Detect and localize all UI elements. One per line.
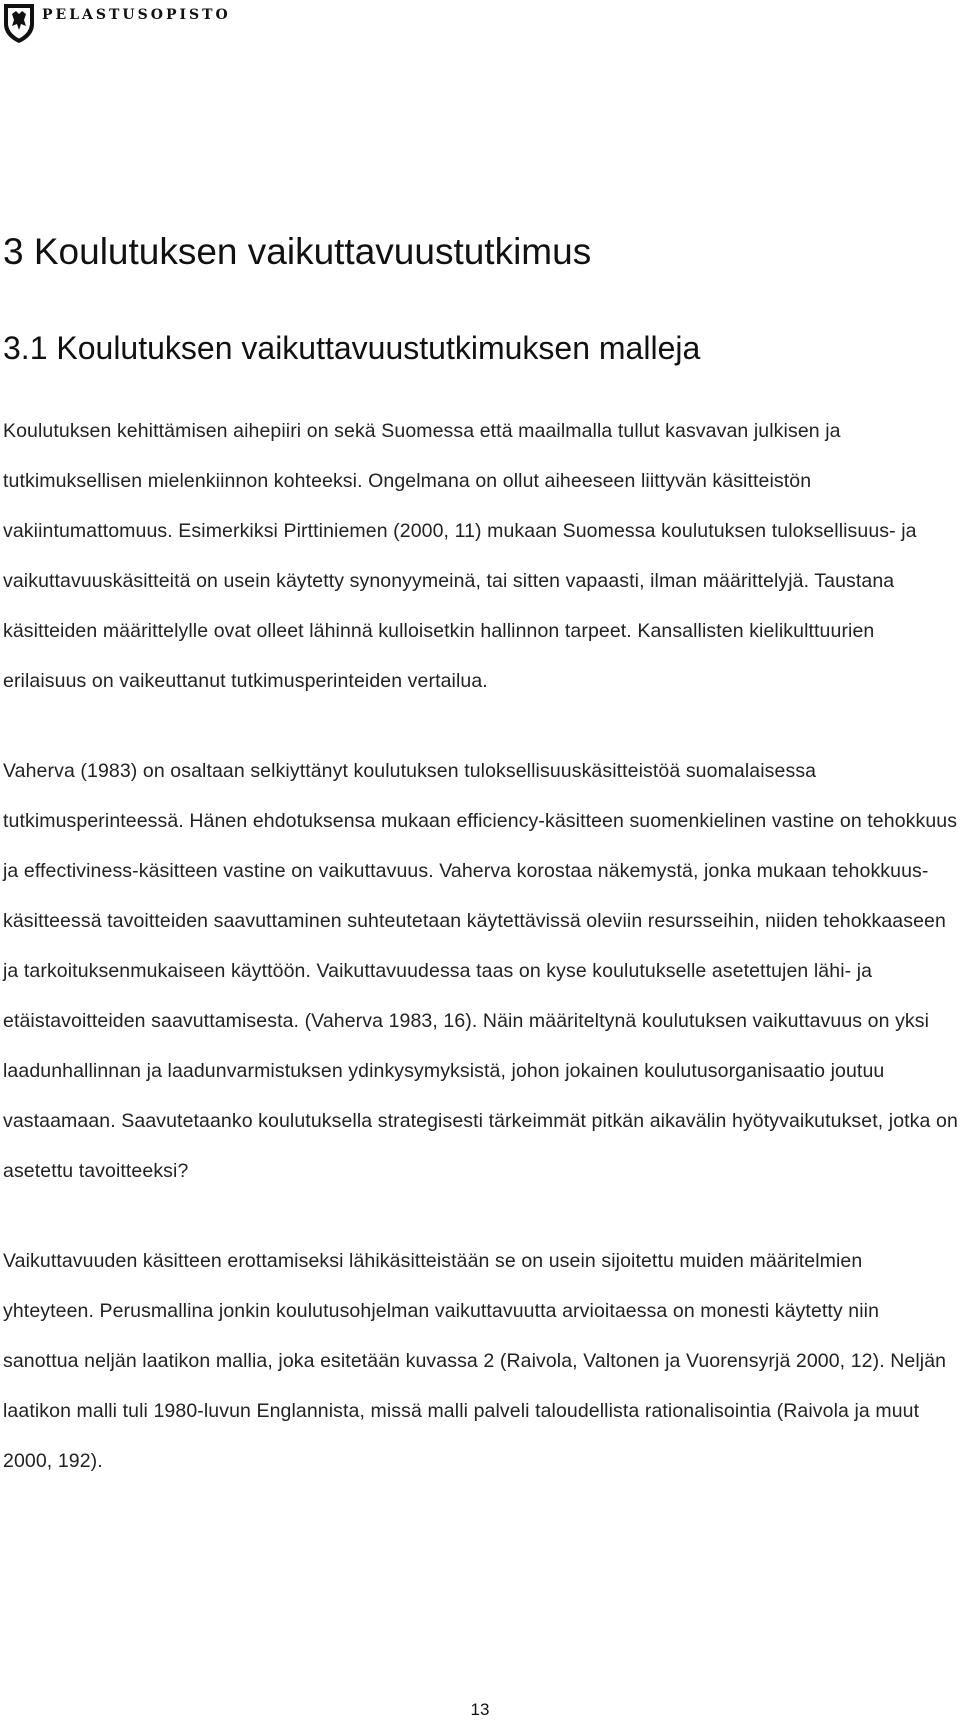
paragraph: Vaherva (1983) on osaltaan selkiyttänyt koulutuksen tuloksellisuuskäsitteistöä suomalaisessa tutkimusperinteessä. Hänen ehdotuksensa mukaan efficiency-käsitteen suomenkielinen vastine on tehokkuus ja effectiviness-käsitteen vastine on vaikuttavuus. Vaherva korostaa näkemystä, jonka mukaan tehokkuus-käsitteessä tavoitteiden saavuttaminen suhteutetaan käytettävissä oleviin resursseihin, niiden tehokkaaseen ja tarkoituksenmukaiseen käyttöön. Vaikuttavuudessa taas on kyse koulutukselle asetettujen lähi- ja etäistavoitteiden saavuttamisesta. (Vaherva 1983, 16). Näin määriteltynä koulutuksen vaikuttavuus on yksi laadunhallinnan ja laadunvarmistuksen ydinkysymyksistä, johon jokainen koulutusorganisaatio joutuu vastaamaan. Saavutetaanko koulutuksella strategisesti tärkeimmät pitkän aikavälin hyötyvaikutukset, jotka on asetettu tavoitteeksi? [3, 760, 958, 1182]
page-number: 13 [470, 1700, 490, 1719]
paragraph: Vaikuttavuuden käsitteen erottamiseksi lähikäsitteistään se on usein sijoitettu muiden määritelmien yhteyteen. Perusmallina jonkin koulutusohjelman vaikuttavuutta arvioitaessa on monesti käytetty niin sanottua neljän laatikon mallia, joka esitetään kuvassa 2 (Raivola, Valtonen ja Vuorensyrjä 2000, 12). Neljän laatikon malli tuli 1980-luvun Englannista, missä malli palveli taloudellista rationalisointia (Raivola ja muut 2000, 192). [3, 1250, 947, 1472]
document-body [3, 222, 958, 1526]
paragraph-list [3, 406, 958, 1486]
logo-text: PELASTUSOPISTO [42, 7, 231, 23]
page-header [2, 2, 231, 44]
section-heading: 3.1 Koulutuksen vaikuttavuustutkimuksen malleja [3, 330, 701, 366]
coat-of-arms-shield-icon [2, 2, 36, 44]
paragraph: Koulutuksen kehittämisen aihepiiri on sekä Suomessa että maailmalla tullut kasvavan julkisen ja tutkimuksellisen mielenkiinnon kohteeksi. Ongelmana on ollut aiheeseen liittyvän käsitteistön vakiintumattomuus. Esimerkiksi Pirttiniemen (2000, 11) mukaan Suomessa koulutuksen tuloksellisuus- ja vaikuttavuuskäsitteitä on usein käytetty synonyymeinä, tai sitten vapaasti, ilman määrittelyjä. Taustana käsitteiden määrittelylle ovat olleet lähinnä kulloisetkin hallinnon tarpeet. Kansallisten kielikulttuurien erilaisuus on vaikeuttanut tutkimusperinteiden vertailua. [3, 420, 917, 692]
chapter-heading: 3 Koulutuksen vaikuttavuustutkimus [3, 231, 592, 272]
